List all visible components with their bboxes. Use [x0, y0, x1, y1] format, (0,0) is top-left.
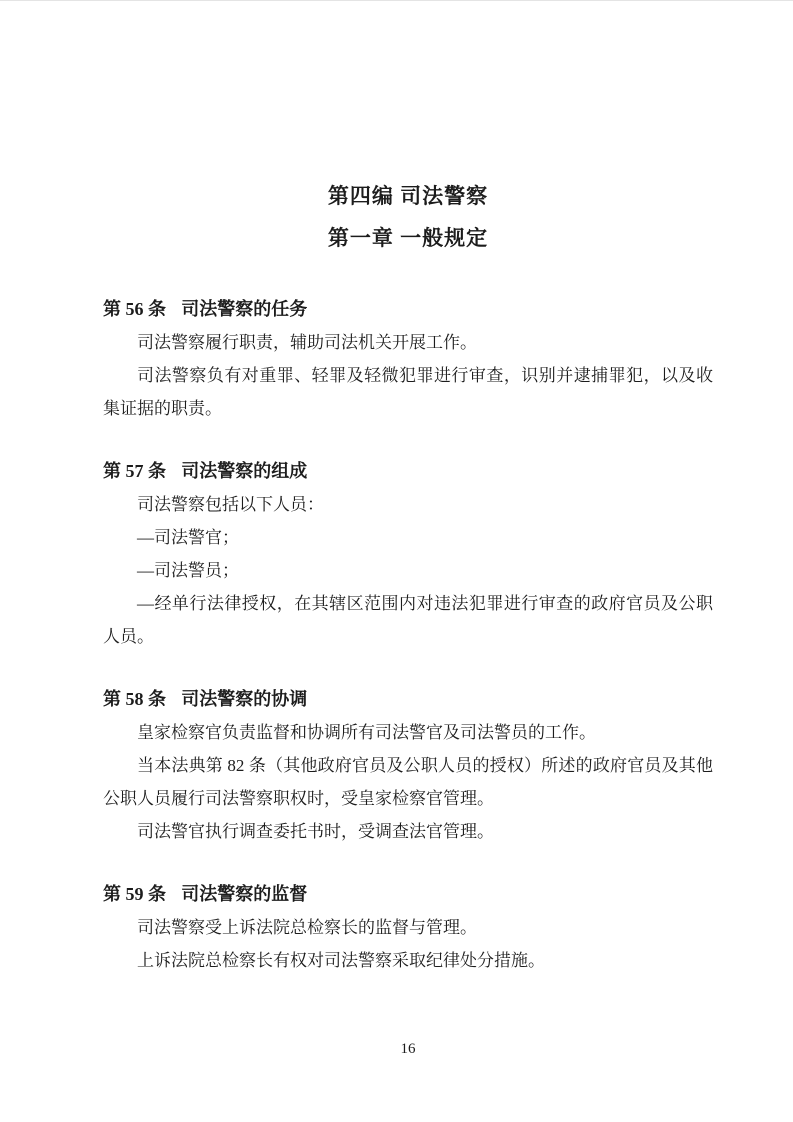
article-section — [103, 683, 713, 848]
article-title: 司法警察的监督 — [181, 884, 308, 904]
article-paragraph: 司法警察包括以下人员： — [137, 495, 324, 514]
article-heading — [103, 878, 713, 911]
article-title: 司法警察的协调 — [181, 689, 308, 709]
article-paragraph: —司法警员； — [137, 561, 239, 580]
page-number: 16 — [400, 1041, 416, 1057]
article-section — [103, 878, 713, 977]
article-paragraph: 司法警察负有对重罪、轻罪及轻微犯罪进行审查，识别并逮捕罪犯，以及收集证据的职责。 — [103, 366, 713, 418]
articles-container — [103, 293, 713, 977]
article-heading — [103, 293, 713, 326]
article-section — [103, 293, 713, 425]
article-paragraph: 上诉法院总检察长有权对司法警察采取纪律处分措施。 — [137, 951, 545, 970]
chapter-title: 第一章 一般规定 — [327, 226, 489, 250]
article-heading — [103, 683, 713, 716]
part-title: 第四编 司法警察 — [327, 184, 489, 208]
article-number: 第 56 条 — [103, 299, 166, 319]
article-heading — [103, 455, 713, 488]
article-section — [103, 455, 713, 653]
article-paragraph: 司法警察履行职责，辅助司法机关开展工作。 — [137, 333, 477, 352]
article-number: 第 59 条 — [103, 884, 166, 904]
article-paragraph: 司法警官执行调查委托书时，受调查法官管理。 — [137, 822, 494, 841]
article-paragraph: 皇家检察官负责监督和协调所有司法警官及司法警员的工作。 — [137, 723, 596, 742]
article-paragraph: 司法警察受上诉法院总检察长的监督与管理。 — [137, 918, 477, 937]
article-paragraph: —司法警官； — [137, 528, 239, 547]
article-title: 司法警察的组成 — [181, 461, 308, 481]
article-title: 司法警察的任务 — [181, 299, 308, 319]
article-number: 第 57 条 — [103, 461, 166, 481]
article-paragraph: —经单行法律授权，在其辖区范围内对违法犯罪进行审查的政府官员及公职人员。 — [103, 594, 713, 646]
article-paragraph: 当本法典第 82 条（其他政府官员及公职人员的授权）所述的政府官员及其他公职人员履行司法警察职权时，受皇家检察官管理。 — [103, 756, 713, 808]
article-number: 第 58 条 — [103, 689, 166, 709]
